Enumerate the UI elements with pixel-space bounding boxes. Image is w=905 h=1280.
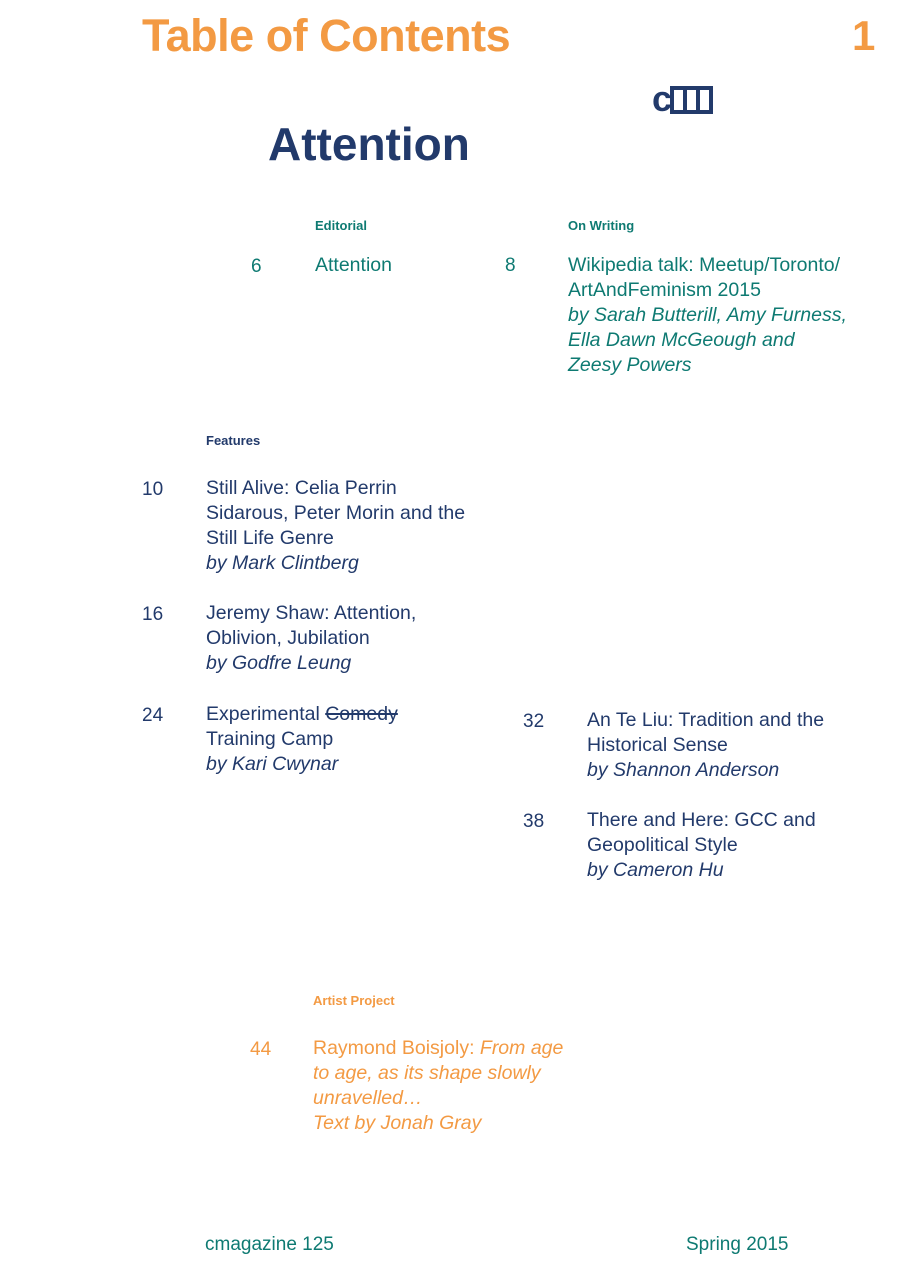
footer-magazine: cmagazine 125 xyxy=(205,1234,334,1255)
logo-letter: c xyxy=(652,78,673,119)
struck-word: Comedy xyxy=(325,703,398,725)
feature-title-line: Oblivion, Jubilation xyxy=(206,627,370,649)
on-writing-page-number: 8 xyxy=(505,255,516,276)
feature-title-prefix: Experimental xyxy=(206,703,326,725)
feature-entry xyxy=(587,808,816,883)
work-title: unravelled… xyxy=(313,1087,423,1109)
feature-entry xyxy=(587,708,824,783)
feature-page-number: 38 xyxy=(523,811,545,832)
feature-title-line: Still Life Genre xyxy=(206,527,334,549)
feature-page-number: 16 xyxy=(142,604,164,625)
on-writing-title-line: ArtAndFeminism 2015 xyxy=(568,279,761,301)
feature-page-number: 32 xyxy=(523,711,545,732)
section-label-on-writing: On Writing xyxy=(568,218,635,233)
artist-project-title-line xyxy=(313,1036,563,1061)
feature-entry xyxy=(206,702,398,777)
on-writing-entry xyxy=(568,253,847,378)
feature-title-line: There and Here: GCC and xyxy=(587,809,816,831)
feature-byline: by Godfre Leung xyxy=(206,652,352,674)
artist-project-byline: Text by Jonah Gray xyxy=(313,1112,482,1134)
feature-title-line: Still Alive: Celia Perrin xyxy=(206,477,397,499)
on-writing-byline-line: Zeesy Powers xyxy=(568,354,692,376)
feature-byline: by Kari Cwynar xyxy=(206,753,339,775)
magazine-logo xyxy=(652,78,713,119)
section-label-features: Features xyxy=(206,433,261,448)
work-title: From age xyxy=(479,1037,564,1059)
footer-season: Spring 2015 xyxy=(686,1234,789,1255)
feature-byline: by Mark Clintberg xyxy=(206,552,359,574)
feature-entry xyxy=(206,601,416,676)
feature-page-number: 10 xyxy=(142,479,164,500)
section-label-editorial: Editorial xyxy=(315,218,368,233)
artist-name: Raymond Boisjoly: xyxy=(313,1037,480,1059)
feature-byline: by Shannon Anderson xyxy=(587,759,780,781)
issue-theme: Attention xyxy=(268,118,470,170)
feature-title-line: An Te Liu: Tradition and the xyxy=(587,709,825,731)
feature-page-number: 24 xyxy=(142,705,164,726)
feature-entry xyxy=(206,476,465,576)
page-number: 1 xyxy=(852,12,876,59)
logo-box-3 xyxy=(696,86,713,114)
feature-title-line: Jeremy Shaw: Attention, xyxy=(206,602,417,624)
page-title: Table of Contents xyxy=(142,10,511,61)
artist-project-page-number: 44 xyxy=(250,1039,272,1060)
feature-title-line: Geopolitical Style xyxy=(587,834,738,856)
feature-byline: by Cameron Hu xyxy=(587,859,724,881)
section-label-artist-project: Artist Project xyxy=(313,993,395,1008)
feature-title-line xyxy=(206,702,398,727)
feature-title-line: Training Camp xyxy=(206,728,334,750)
editorial-title: Attention xyxy=(315,254,392,276)
on-writing-byline-line: by Sarah Butterill, Amy Furness, xyxy=(568,304,847,326)
artist-project-entry xyxy=(313,1036,563,1136)
feature-title-line: Historical Sense xyxy=(587,734,728,756)
work-title: to age, as its shape slowly xyxy=(313,1062,541,1084)
editorial-page-number: 6 xyxy=(251,256,262,277)
feature-title-line: Sidarous, Peter Morin and the xyxy=(206,502,466,524)
on-writing-byline-line: Ella Dawn McGeough and xyxy=(568,329,795,351)
on-writing-title-line: Wikipedia talk: Meetup/Toronto/ xyxy=(568,254,841,276)
